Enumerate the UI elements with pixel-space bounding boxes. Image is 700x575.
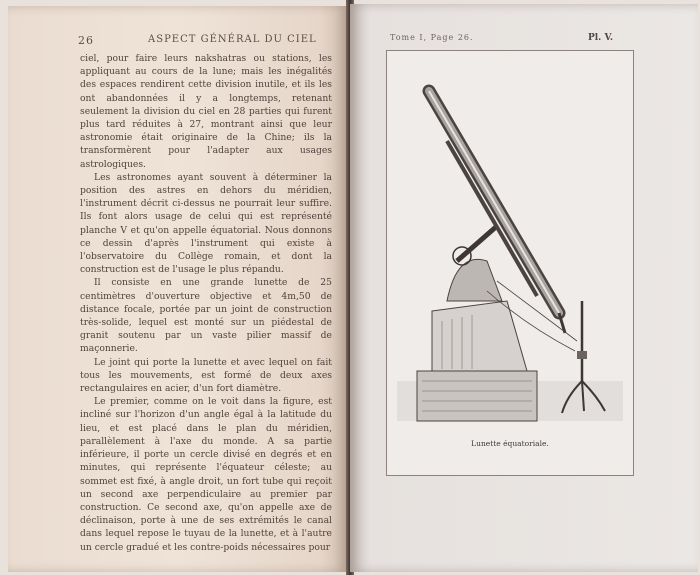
paragraph: Les astronomes ayant souvent à déterminer la position des astres en dehors du méridien, l'instrument décrit ci-dessus ne pourrait leur suffire. Ils font alors usage de celui qui est représenté planche V et qu'on appelle équatorial. Nous donnons ce dessin d'après l'instrument qui existe à l'observatoire du Collège romain, et dont la construction est de l'usage le plus répandu. xyxy=(80,171,332,276)
plate-number: Pl. V. xyxy=(588,33,613,43)
paragraph: Le premier, comme on le voit dans la figure, est incliné sur l'horizon d'un angle égal à la latitude du lieu, et est placé dans le plan du méridien, parallèlement à l'axe du monde. A sa partie inférieure, il porte un cercle divisé en degrés et en minutes, qui représente l'équateur céleste; au sommet est fixé, à angle droit, un fort tube qui reçoit un second axe perpendiculaire au premier par construction. Ce second axe, qu'on appelle axe de déclinaison, porte à une de ses extrémités le canal dans lequel repose le tuyau de la lunette, et à l'autre un cercle gradué et les contre-poids nécessaires pour xyxy=(80,396,332,553)
paragraph: Il consiste en une grande lunette de 25 centimètres d'ouverture objective et 4m,50 de distance focale, portée par un joint de construction très-solide, lequel est monté sur un piédestal de granit soutenu par un vaste pilier massif de maçonnerie. xyxy=(80,277,332,355)
running-head: ASPECT GÉNÉRAL DU CIEL xyxy=(148,34,317,45)
page-number: 26 xyxy=(78,34,94,47)
paragraph: ciel, pour faire leurs nakshatras ou stations, les appliquant au cours de la lune; mais les inégalités des espaces rendirent cette division inutile, et ils les ont abandonnées il y a longtemps, retenant seulement la division du ciel en 28 parties qui furent plus tard réduites à 27, montrant ainsi que leur astronomie était originaire de la Chine; ils la transformèrent pour l'adapter aux usages astrologiques. xyxy=(80,53,332,170)
telescope-engraving xyxy=(387,51,633,475)
paragraph: Le joint qui porte la lunette et avec lequel on fait tous les mouvements, est formé de deux axes rectangulaires en acier, d'un fort diamètre. xyxy=(80,356,332,395)
body-text xyxy=(80,52,332,554)
plate-reference: Tome I, Page 26. xyxy=(390,33,474,42)
plate-caption: Lunette équatoriale. xyxy=(471,439,549,448)
engraving-plate xyxy=(386,50,634,476)
